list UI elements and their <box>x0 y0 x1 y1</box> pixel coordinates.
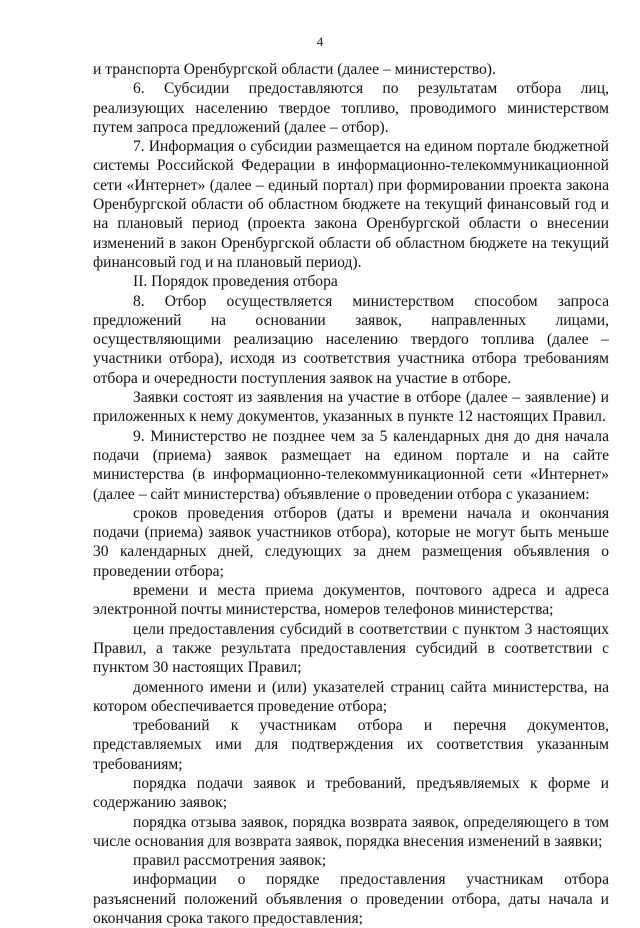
paragraph-item-8: 8. Отбор осуществляется министерством способом запроса предложений на основании заявок, направленных лицами, осуществляющими реализацию населению твердого топлива (далее – участники отбора), исходя из соответствия участника отбора требованиям отбора и очередности поступления заявок на участие в отборе. <box>93 292 609 387</box>
paragraph-item-7: 7. Информация о субсидии размещается на едином портале бюджетной системы Российской Федерации в информационно-телекоммуникационной сети «Интернет» (далее – единый портал) при формировании проекта закона Оренбургской области об областном бюджете на текущий финансовый год и на плановый период (проекта закона Оренбургской области о внесении изменений в закон Оренбургской области об областном бюджете на текущий финансовый год и на плановый период). <box>93 138 609 271</box>
list-item: требований к участникам отбора и перечня документов, представляемых ими для подтверждения их соответствия указанным требованиям; <box>93 717 609 773</box>
paragraph-item-9: 9. Министерство не позднее чем за 5 календарных дня до дня начала подачи (приема) заявок размещает на едином портале и на сайте министерства (в информационно-телекоммуникационной сети «Интернет» (далее – сайт министерства) объявление о проведении отбора с указанием: <box>93 427 609 503</box>
section-heading: II. Порядок проведения отбора <box>133 273 338 291</box>
paragraph: Заявки состоят из заявления на участие в отборе (далее – заявление) и приложенных к нему документов, указанных в пункте 12 настоящих Правил. <box>93 389 609 426</box>
paragraph-continuation: и транспорта Оренбургской области (далее – министерство). <box>93 61 496 78</box>
page-number: 4 <box>316 34 324 49</box>
list-item: времени и места приема документов, почтового адреса и адреса электронной почты министерства, номеров телефонов министерства; <box>93 582 609 619</box>
list-item: цели предоставления субсидий в соответствии с пунктом 3 настоящих Правил, а также результата предоставления субсидий в соответствии с пунктом 30 настоящих Правил; <box>93 620 609 677</box>
list-item: правил рассмотрения заявок; <box>133 852 327 870</box>
list-item: порядка отзыва заявок, порядка возврата заявок, определяющего в том числе основания для возврата заявок, порядка внесения изменений в заявки; <box>93 813 609 850</box>
list-item: информации о порядке предоставления участникам отбора разъяснений положений объявления о проведении отбора, даты начала и окончания срока такого предоставления; <box>93 871 609 928</box>
list-item: доменного имени и (или) указателей страниц сайта министерства, на котором обеспечивается проведение отбора; <box>93 678 609 715</box>
list-item: порядка подачи заявок и требований, предъявляемых к форме и содержанию заявок; <box>93 774 609 812</box>
document-body <box>93 60 609 928</box>
paragraph-item-6: 6. Субсидии предоставляются по результатам отбора лиц, реализующих населению твердое топливо, проводимого министерством путем запроса предложений (далее – отбор). <box>93 80 609 136</box>
list-item: сроков проведения отборов (даты и времени начала и окончания подачи (приема) заявок участников отбора), которые не могут быть меньше 30 календарных дней, следующих за днем размещения объявления о проведении отбора; <box>93 504 609 580</box>
